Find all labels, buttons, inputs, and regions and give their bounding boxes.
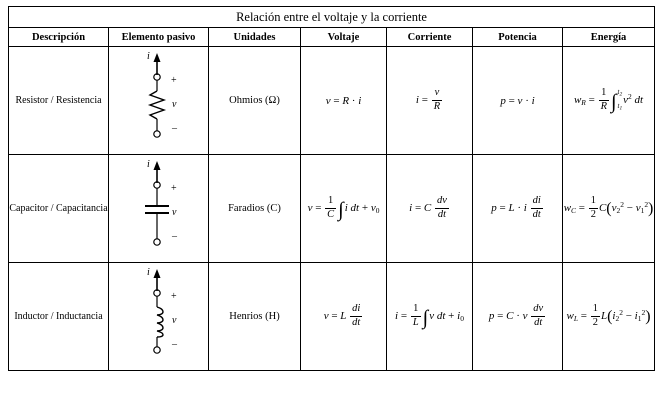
cell-current-resistor: i = $\frac{v}{R}$ [387,47,473,155]
column-header-corriente: Corriente [387,28,473,47]
cell-symbol-resistor [109,47,209,155]
table-row-capacitor [9,155,655,263]
table-row-resistor [9,47,655,155]
column-header-potencia: Potencia [473,28,563,47]
resistor-symbol [109,49,213,153]
inductor-current-label: i [147,266,150,278]
column-header-elemento-pasivo: Elemento pasivo [109,28,209,47]
table-row-inductor [9,263,655,371]
inductor-symbol [109,265,213,369]
cell-symbol-capacitor [109,155,209,263]
column-header-descripcion: Descripción [9,28,109,47]
cell-description-capacitor: Capacitor / Capacitancia [9,155,109,263]
column-header-energia: Energía [563,28,655,47]
cell-energy-capacitor: $w_C$ = $\frac{1}{2}$ $C(v_2^2 - v_1^2)$ [563,155,655,263]
table-title-row [9,7,655,28]
cell-voltage-capacitor: v = $\frac{1}{C}$ ∫i dt + $v_0$ [301,155,387,263]
cell-description-inductor: Inductor / Inductancia [9,263,109,371]
page-title: Relación entre el voltaje y la corriente [9,7,655,28]
inductor-plus-label: + [171,290,177,302]
capacitor-symbol [109,157,213,261]
capacitor-plus-label: + [171,182,177,194]
capacitor-symbol-drawing [109,157,213,261]
resistor-current-label: i [147,50,150,62]
cell-voltage-resistor: v = R · i [301,47,387,155]
cell-voltage-inductor: v = L $\frac{di}{dt}$ [301,263,387,371]
capacitor-current-label: i [147,158,150,170]
inductor-voltage-label: v [172,314,177,326]
relations-table [8,6,655,371]
cell-current-inductor: i = $\frac{1}{L}$ ∫v dt + $i_0$ [387,263,473,371]
cell-energy-inductor: $w_L$ = $\frac{1}{2}$ $L(i_2^2 - i_1^2)$ [563,263,655,371]
resistor-plus-label: + [171,74,177,86]
inductor-minus-label: – [172,338,177,350]
cell-description-resistor: Resistor / Resistencia [9,47,109,155]
cell-symbol-inductor [109,263,209,371]
resistor-minus-label: – [172,122,177,134]
cell-units-resistor: Ohmios (Ω) [209,47,301,155]
capacitor-voltage-label: v [172,206,177,218]
resistor-symbol-drawing [109,49,213,153]
cell-power-inductor: p = C · v $\frac{dv}{dt}$ [473,263,563,371]
cell-energy-resistor: $w_R$ = $\frac{1}{R}$ ∫ $t_2$ $t_1$ $v^2$ dt [563,47,655,155]
table-header-row [9,28,655,47]
inductor-symbol-drawing [109,265,213,369]
capacitor-minus-label: – [172,230,177,242]
cell-units-capacitor: Faradios (C) [209,155,301,263]
resistor-voltage-label: v [172,98,177,110]
cell-units-inductor: Henrios (H) [209,263,301,371]
cell-current-capacitor: i = C $\frac{dv}{dt}$ [387,155,473,263]
cell-power-capacitor: p = L · i $\frac{di}{dt}$ [473,155,563,263]
column-header-unidades: Unidades [209,28,301,47]
cell-power-resistor: p = v · i [473,47,563,155]
column-header-voltaje: Voltaje [301,28,387,47]
